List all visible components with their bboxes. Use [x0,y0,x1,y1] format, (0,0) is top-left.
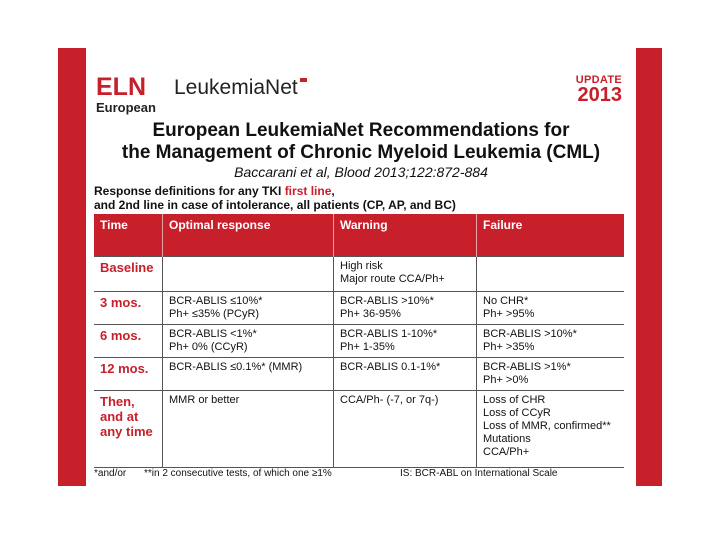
cell-line: Ph+ 1-35% [340,341,395,353]
header-optimal: Optimal response [163,214,334,257]
logo-european-text: European [96,100,156,115]
right-red-border [636,48,662,486]
cell-warning [334,358,477,391]
footnote-and-or: *and/or [94,468,127,479]
logo-dot [300,78,307,82]
header-warning: Warning [334,214,477,257]
update-badge [576,74,622,104]
response-definitions [94,184,456,212]
svg-text:ELN: ELN [96,74,146,98]
cell-line: Major route CCA/Ph+ [340,273,445,285]
cell-failure [477,257,625,292]
table-row [94,325,624,358]
cell-optimal [163,325,334,358]
left-red-border [58,48,86,486]
cell-optimal [163,257,334,292]
cell-line: Loss of CCyR [483,407,551,419]
update-label: UPDATE [575,74,622,86]
first-line-highlight: first line [284,184,332,198]
table-header-row [94,214,624,257]
cell-failure [477,358,625,391]
footnote-is-scale: IS: BCR-ABL on International Scale [400,468,558,479]
header-failure: Failure [477,214,625,257]
cell-failure [477,325,625,358]
cell-line: Loss of CHR [483,394,546,406]
logo-leukemianet-text: LeukemiaNet [174,76,307,100]
cell-line: BCR-ABLIS >1%* [483,361,571,373]
cell-line: BCR-ABLIS >10%* [340,295,434,307]
cell-line: Loss of MMR, confirmed** [483,420,611,432]
cell-line: Ph+ >0% [483,374,529,386]
cell-line: Ph+ >95% [483,308,535,320]
eln-logo-mark [96,74,160,98]
cell-warning [334,292,477,325]
table-row [94,358,624,391]
eln-slide [86,48,636,486]
cell-line: BCR-ABLIS <1%* [169,328,257,340]
title-line-2: the Management of Chronic Myeloid Leukemia (CML) [121,142,601,163]
cell-optimal [163,358,334,391]
cell-line: BCR-ABLIS 1-10%* [340,328,438,340]
response-line-2: and 2nd line in case of intolerance, all patients (CP, AP, and BC) [94,198,456,212]
header-time: Time [94,214,163,257]
table-row [94,292,624,325]
response-table [94,214,624,468]
cell-failure [477,292,625,325]
cell-line: BCR-ABLIS 0.1-1%* [340,361,441,373]
update-year: 2013 [577,84,622,106]
cell-line: MMR or better [169,394,240,406]
cell-line: BCR-ABLIS ≤10%* [169,295,263,307]
cell-line: BCR-ABLIS ≤0.1%* (MMR) [169,361,303,373]
cell-warning [334,391,477,468]
cell-time: 12 mos. [94,358,163,391]
cell-optimal [163,292,334,325]
cell-line: No CHR* [483,295,529,307]
table-row [94,391,624,468]
cell-line: Ph+ ≤35% (PCyR) [169,308,260,320]
cell-line: CCA/Ph- (-7, or 7q-) [340,394,439,406]
cell-line: CCA/Ph+ [483,446,530,458]
cell-time: 3 mos. [94,292,163,325]
cell-line: Ph+ 0% (CCyR) [169,341,248,353]
page-title [86,120,636,164]
cell-warning [334,257,477,292]
cell-time: Then, and at any time [94,391,163,468]
cell-time: Baseline [94,257,163,292]
cell-failure [477,391,625,468]
cell-line: Ph+ >35% [483,341,535,353]
cell-line: Ph+ 36-95% [340,308,401,320]
cell-line: High risk [340,260,383,272]
table-row [94,257,624,292]
cell-line: Mutations [483,433,531,445]
citation: Baccarani et al, Blood 2013;122:872-884 [234,164,488,180]
response-line-1: Response definitions for any TKI first line, [94,184,335,198]
footnote-consecutive: **in 2 consecutive tests, of which one ≥1% [144,468,332,479]
cell-optimal [163,391,334,468]
cell-line: BCR-ABLIS >10%* [483,328,577,340]
cell-warning [334,325,477,358]
cell-time: 6 mos. [94,325,163,358]
title-line-1: European LeukemiaNet Recommendations for [152,120,570,141]
